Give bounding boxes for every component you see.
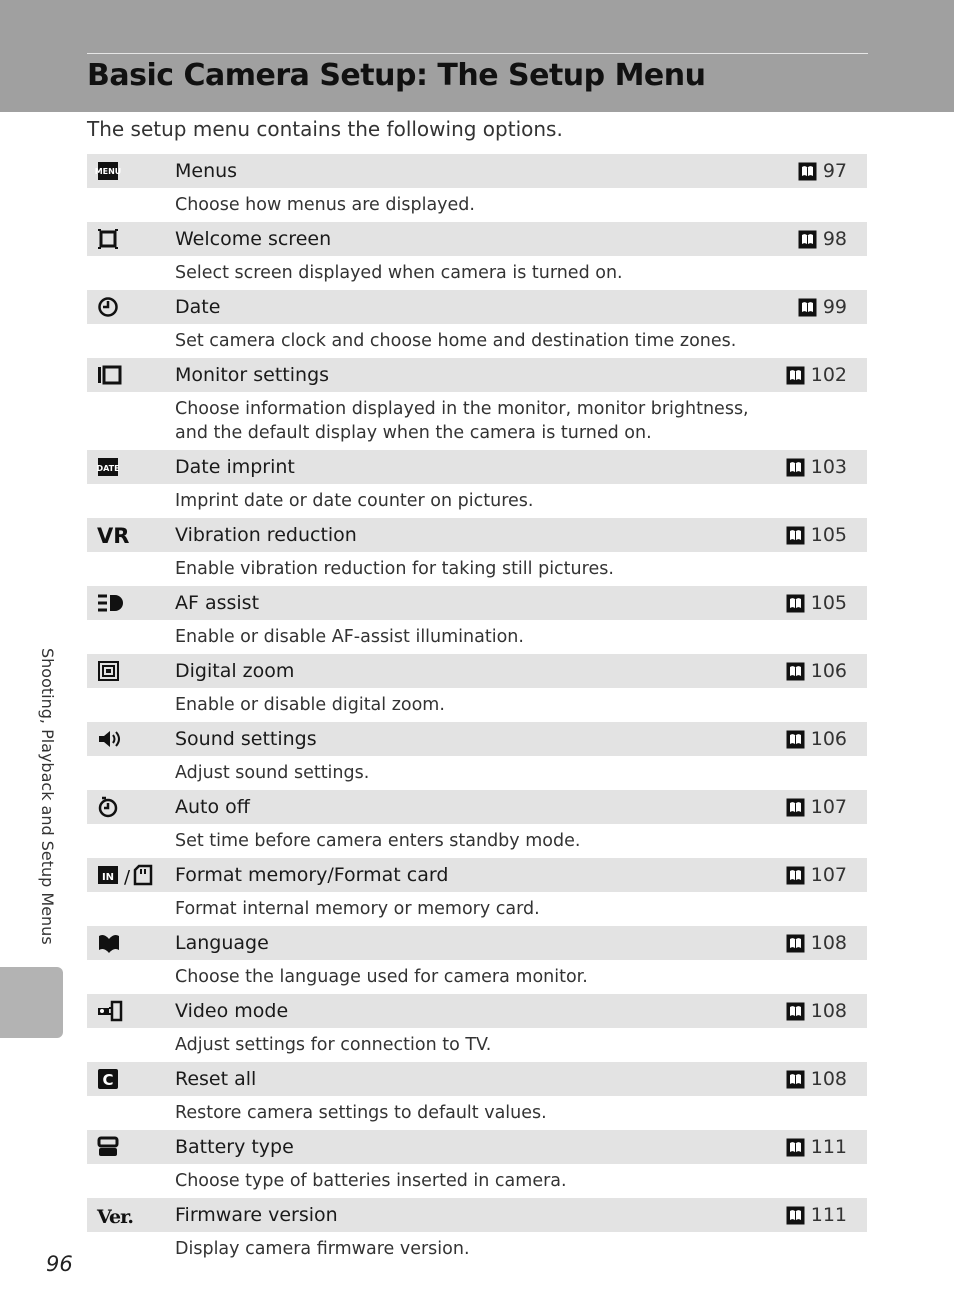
svg-text:MENU: MENU <box>94 167 122 176</box>
option-description: Enable vibration reduction for taking still pictures. <box>175 559 614 579</box>
option-description: Restore camera settings to default values. <box>175 1103 547 1123</box>
option-description-row <box>87 256 867 290</box>
page-reference <box>786 1068 847 1090</box>
option-row <box>87 450 867 484</box>
option-label: Language <box>175 932 269 954</box>
page-reference <box>786 932 847 954</box>
page-reference-icon <box>798 298 817 317</box>
page-reference-icon <box>786 1206 805 1225</box>
battery-icon <box>97 1136 119 1158</box>
reset-icon <box>97 1068 119 1090</box>
option-label: Battery type <box>175 1136 294 1158</box>
page-reference-number: 108 <box>810 1068 847 1090</box>
page-reference-icon <box>786 1002 805 1021</box>
svg-text:/: / <box>124 867 131 888</box>
option-description-row <box>87 324 867 358</box>
option-row <box>87 154 867 188</box>
option-label: Video mode <box>175 1000 289 1022</box>
option-label: Monitor settings <box>175 364 330 386</box>
option-description: Choose how menus are displayed. <box>175 195 475 215</box>
page-reference-number: 99 <box>822 296 847 318</box>
option-row <box>87 222 867 256</box>
page-reference <box>786 796 847 818</box>
option-label: Date <box>175 296 221 318</box>
page-reference-number: 105 <box>810 524 847 546</box>
speaker-icon <box>97 728 123 750</box>
page-reference-icon <box>786 798 805 817</box>
option-description: Adjust sound settings. <box>175 763 370 783</box>
option-description: Choose the language used for camera monitor. <box>175 967 588 987</box>
option-description: Set time before camera enters standby mode. <box>175 831 581 851</box>
option-description-row <box>87 688 867 722</box>
format-memory-icon <box>97 864 153 886</box>
option-description-row <box>87 1164 867 1198</box>
page-reference-icon <box>798 230 817 249</box>
option-label: Sound settings <box>175 728 317 750</box>
page-reference <box>798 228 847 250</box>
option-row <box>87 722 867 756</box>
monitor-icon <box>97 364 123 386</box>
option-row <box>87 518 867 552</box>
option-row <box>87 358 867 392</box>
page-reference <box>786 728 847 750</box>
option-row <box>87 858 867 892</box>
page-reference-icon <box>786 526 805 545</box>
setup-menu-table <box>87 154 867 1266</box>
option-description: Choose type of batteries inserted in camera. <box>175 1171 567 1191</box>
page-reference <box>786 524 847 546</box>
page-reference-icon <box>786 1138 805 1157</box>
option-description-row <box>87 1028 867 1062</box>
option-row <box>87 1198 867 1232</box>
svg-text:Ver.: Ver. <box>97 1206 133 1228</box>
option-description-row <box>87 620 867 654</box>
page-reference <box>786 592 847 614</box>
option-row <box>87 654 867 688</box>
page-reference-number: 111 <box>810 1136 847 1158</box>
page-reference <box>786 864 847 886</box>
option-description: Adjust settings for connection to TV. <box>175 1035 492 1055</box>
page-number: 96 <box>46 1252 73 1276</box>
page-reference-number: 108 <box>810 1000 847 1022</box>
option-description-row <box>87 188 867 222</box>
option-row <box>87 926 867 960</box>
page-reference-number: 98 <box>822 228 847 250</box>
option-label: Reset all <box>175 1068 257 1090</box>
option-description-row <box>87 1232 867 1266</box>
page-reference-icon <box>786 866 805 885</box>
page-reference-number: 103 <box>810 456 847 478</box>
option-description-row <box>87 552 867 586</box>
page-reference-number: 106 <box>810 660 847 682</box>
page-reference <box>786 456 847 478</box>
option-description-row <box>87 756 867 790</box>
language-icon <box>97 932 121 954</box>
page-reference-number: 108 <box>810 932 847 954</box>
clock-icon <box>97 296 119 318</box>
option-label: Digital zoom <box>175 660 295 682</box>
page-reference-number: 97 <box>822 160 847 182</box>
option-row <box>87 790 867 824</box>
option-label: Firmware version <box>175 1204 338 1226</box>
page-reference <box>786 364 847 386</box>
header-band <box>0 0 954 112</box>
af-assist-icon <box>97 592 123 614</box>
option-label: Vibration reduction <box>175 524 357 546</box>
page-reference-icon <box>798 162 817 181</box>
option-description: Enable or disable digital zoom. <box>175 695 445 715</box>
digital-zoom-icon <box>97 660 121 682</box>
option-label: Auto off <box>175 796 250 818</box>
svg-text:VR: VR <box>97 524 130 548</box>
option-description-row <box>87 824 867 858</box>
option-description: Imprint date or date counter on pictures. <box>175 491 534 511</box>
option-label: Menus <box>175 160 238 182</box>
svg-text:C: C <box>102 1071 114 1089</box>
option-row <box>87 994 867 1028</box>
page-reference-number: 105 <box>810 592 847 614</box>
page-reference-icon <box>786 1070 805 1089</box>
option-label: Welcome screen <box>175 228 332 250</box>
option-row <box>87 1062 867 1096</box>
page-reference-number: 107 <box>810 864 847 886</box>
option-description-row <box>87 484 867 518</box>
page-reference <box>786 1204 847 1226</box>
option-description-row <box>87 892 867 926</box>
option-label: AF assist <box>175 592 260 614</box>
option-description: Format internal memory or memory card. <box>175 899 540 919</box>
firmware-icon <box>97 1204 133 1228</box>
page-reference <box>798 296 847 318</box>
header-rule <box>87 53 868 54</box>
section-label: Shooting, Playback and Setup Menus <box>38 648 57 945</box>
page-reference-icon <box>786 934 805 953</box>
page-reference-icon <box>786 594 805 613</box>
page-title: Basic Camera Setup: The Setup Menu <box>87 58 706 93</box>
option-description: Choose information displayed in the monitor, monitor brightness, and the default display when the camera is turned on. <box>175 399 749 443</box>
auto-off-icon <box>97 796 119 818</box>
page-reference-icon <box>786 662 805 681</box>
option-row <box>87 586 867 620</box>
menus-icon <box>94 160 122 182</box>
page-reference <box>786 1000 847 1022</box>
option-row <box>87 1130 867 1164</box>
page-reference-number: 106 <box>810 728 847 750</box>
page-reference-icon <box>786 730 805 749</box>
option-description-row <box>87 960 867 994</box>
vr-icon <box>97 524 130 548</box>
svg-text:IN: IN <box>101 872 115 883</box>
section-tab <box>0 967 63 1038</box>
option-description: Enable or disable AF-assist illumination. <box>175 627 524 647</box>
video-mode-icon <box>97 1000 123 1022</box>
option-label: Date imprint <box>175 456 295 478</box>
page-reference <box>786 660 847 682</box>
date-imprint-icon <box>97 456 119 478</box>
option-description-row <box>87 392 867 450</box>
option-description: Set camera clock and choose home and destination time zones. <box>175 331 737 351</box>
option-description: Select screen displayed when camera is turned on. <box>175 263 623 283</box>
page-reference-number: 102 <box>810 364 847 386</box>
page-reference-number: 107 <box>810 796 847 818</box>
option-label: Format memory/Format card <box>175 864 449 886</box>
option-description: Display camera firmware version. <box>175 1239 470 1259</box>
page-reference-number: 111 <box>810 1204 847 1226</box>
option-description-row <box>87 1096 867 1130</box>
page-reference <box>798 160 847 182</box>
intro-text: The setup menu contains the following options. <box>87 117 563 141</box>
page-reference <box>786 1136 847 1158</box>
page-reference-icon <box>786 366 805 385</box>
page-reference-icon <box>786 458 805 477</box>
svg-text:DATE: DATE <box>96 464 120 473</box>
option-row <box>87 290 867 324</box>
welcome-screen-icon <box>97 228 119 250</box>
